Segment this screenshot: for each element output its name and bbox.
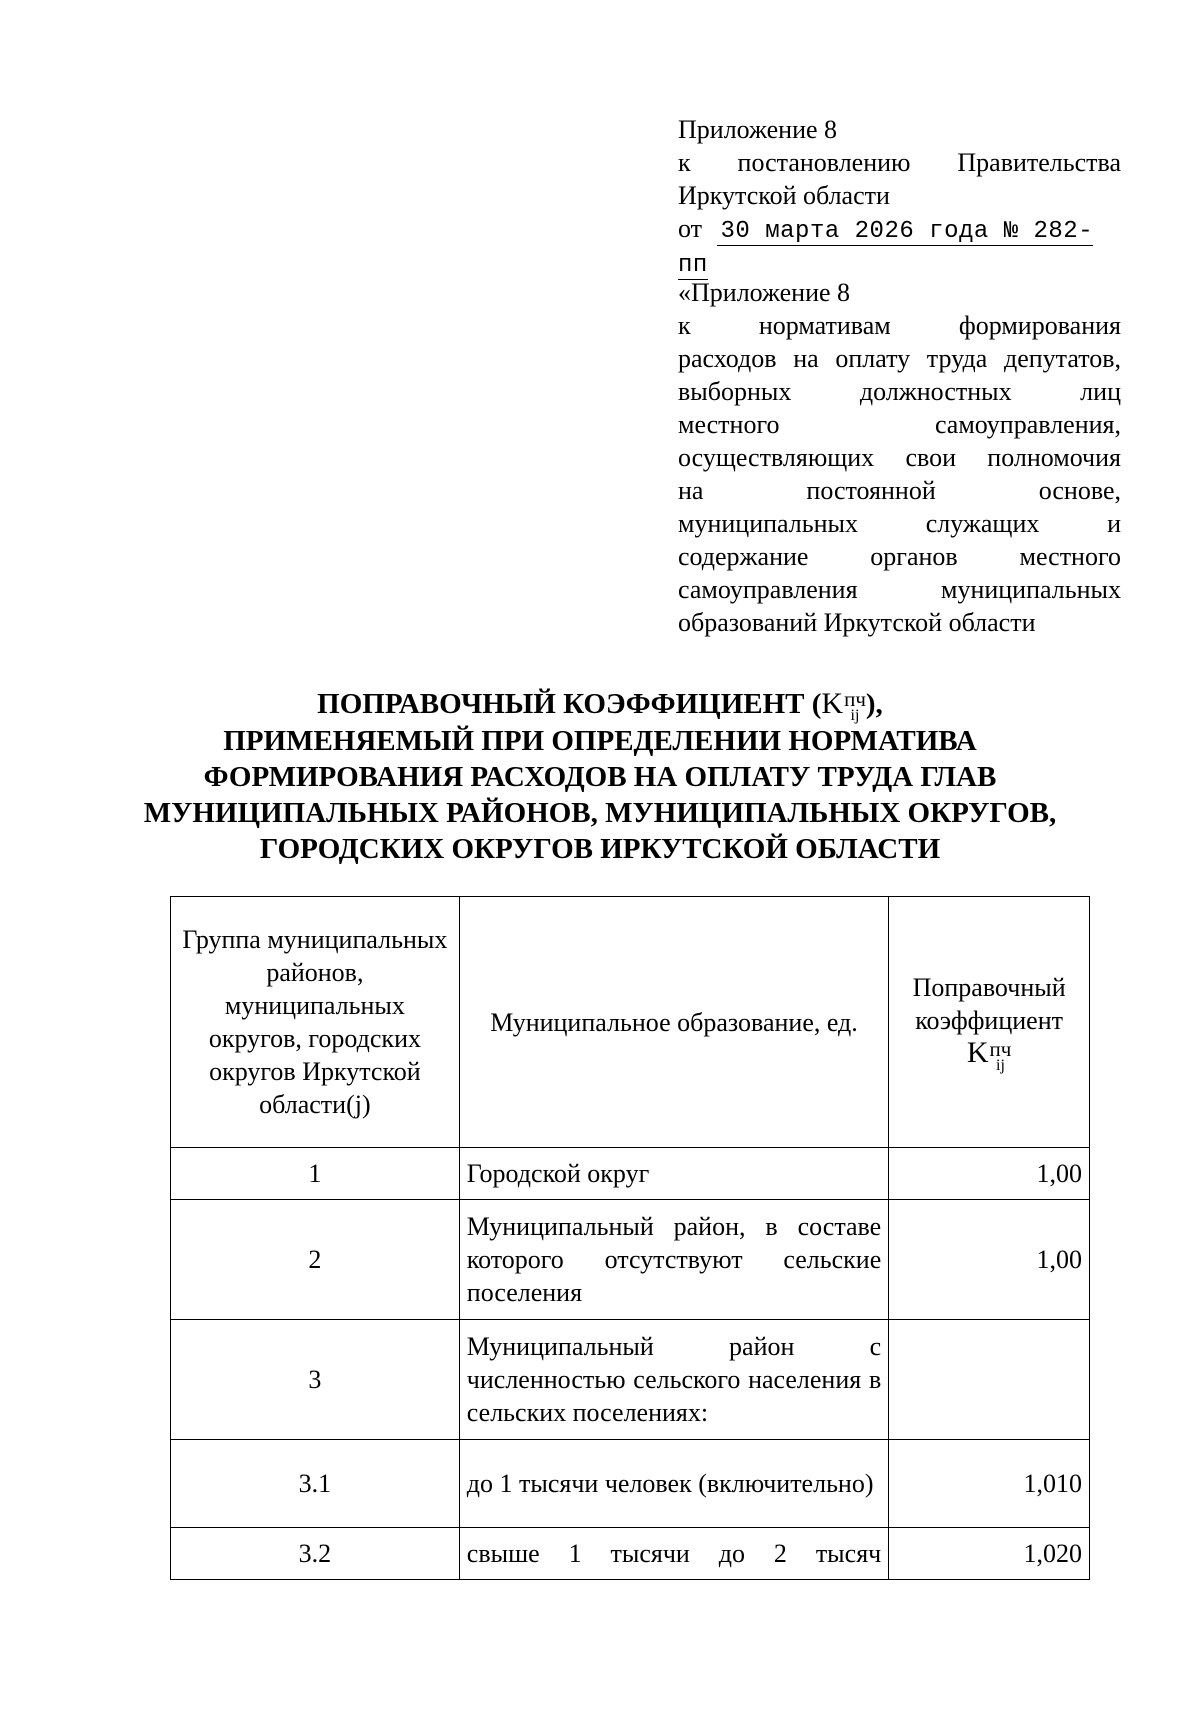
title-k-sub: ij (850, 707, 860, 725)
title-coefficient-symbol (821, 686, 865, 723)
row-5-municipality: свыше 1 тысячи до 2 тысяч (459, 1528, 888, 1580)
appendix-line-1: «Приложение 8 (678, 278, 851, 307)
row-2-municipality: Муниципальный район, в составе которого отсутствуют сельские поселения (459, 1200, 888, 1320)
table-row (171, 1200, 1090, 1320)
header-k-sub: ij (996, 1056, 1005, 1074)
title-k-base: K (821, 687, 844, 720)
title-line-3: ФОРМИРОВАНИЯ РАСХОДОВ НА ОПЛАТУ ТРУДА ГЛАВ (203, 761, 997, 794)
appendix-line-3: расходов на оплату труда депутатов, (678, 344, 1121, 373)
approval-date-prefix: от (678, 214, 703, 243)
appendix-block (678, 276, 1121, 639)
row-3-municipality: Муниципальный район с численностью сельского населения в сельских поселениях: (459, 1320, 888, 1440)
row-2-coefficient: 1,00 (889, 1200, 1090, 1320)
appendix-line-7: на постоянной основе, (678, 476, 1121, 505)
approval-date-value: 30 марта 2026 года № 282-пп (678, 218, 1094, 279)
table-row (171, 1528, 1090, 1580)
header-group: Группа муниципальных районов, муниципальных округов, городских округов Иркутской области(j) (171, 897, 460, 1148)
row-1-municipality: Городской округ (459, 1148, 888, 1200)
header-municipality: Муниципальное образование, ед. (459, 897, 888, 1148)
row-5-group: 3.2 (171, 1528, 460, 1580)
row-1-group: 1 (171, 1148, 460, 1200)
header-coefficient-symbol (967, 1038, 1011, 1072)
appendix-line-4: выборных должностных лиц (678, 377, 1121, 406)
appendix-line-6: осуществляющих свои полномочия (678, 443, 1121, 472)
row-3-coefficient (889, 1320, 1090, 1440)
row-1-coefficient: 1,00 (889, 1148, 1090, 1200)
approval-line-1: Приложение 8 (678, 115, 838, 144)
title-line-1-prefix: ПОПРАВОЧНЫЙ КОЭФФИЦИЕНТ ( (317, 688, 822, 720)
appendix-line-8: муниципальных служащих и (678, 509, 1121, 538)
title-line-4: МУНИЦИПАЛЬНЫХ РАЙОНОВ, МУНИЦИПАЛЬНЫХ ОКРУГОВ, (143, 797, 1057, 830)
approval-block (678, 113, 1121, 280)
title-line-1-suffix: ), (865, 688, 883, 720)
coefficient-table (170, 896, 1090, 1580)
table-header-row (171, 897, 1090, 1148)
table-row (171, 1440, 1090, 1528)
appendix-line-11: образований Иркутской области (678, 608, 1036, 637)
row-3-group: 3 (171, 1320, 460, 1440)
row-4-municipality: до 1 тысячи человек (включительно) (459, 1440, 888, 1528)
header-coefficient-label: Поправочный коэффициент (912, 973, 1066, 1036)
page-title (100, 686, 1100, 867)
appendix-line-5: местного самоуправления, (678, 410, 1121, 439)
header-k-base: K (966, 1036, 989, 1070)
title-line-2: ПРИМЕНЯЕМЫЙ ПРИ ОПРЕДЕЛЕНИИ НОРМАТИВА (223, 725, 977, 758)
appendix-line-10: самоуправления муниципальных (678, 575, 1121, 604)
approval-line-2: к постановлению Правительства (678, 148, 1121, 177)
header-coefficient (889, 897, 1090, 1148)
title-k-sup: пч (844, 687, 866, 712)
row-5-coefficient: 1,020 (889, 1528, 1090, 1580)
appendix-line-2: к нормативам формирования (678, 311, 1121, 340)
table-row (171, 1320, 1090, 1440)
table-row (171, 1148, 1090, 1200)
row-2-group: 2 (171, 1200, 460, 1320)
header-k-sup: пч (989, 1036, 1012, 1061)
approval-line-3: Иркутской области (678, 181, 890, 210)
title-line-5: ГОРОДСКИХ ОКРУГОВ ИРКУТСКОЙ ОБЛАСТИ (259, 833, 941, 866)
row-4-group: 3.1 (171, 1440, 460, 1528)
approval-date-line (678, 212, 1121, 280)
title-line-1 (100, 686, 1100, 723)
appendix-line-9: содержание органов местного (678, 542, 1121, 571)
row-4-coefficient: 1,010 (889, 1440, 1090, 1528)
